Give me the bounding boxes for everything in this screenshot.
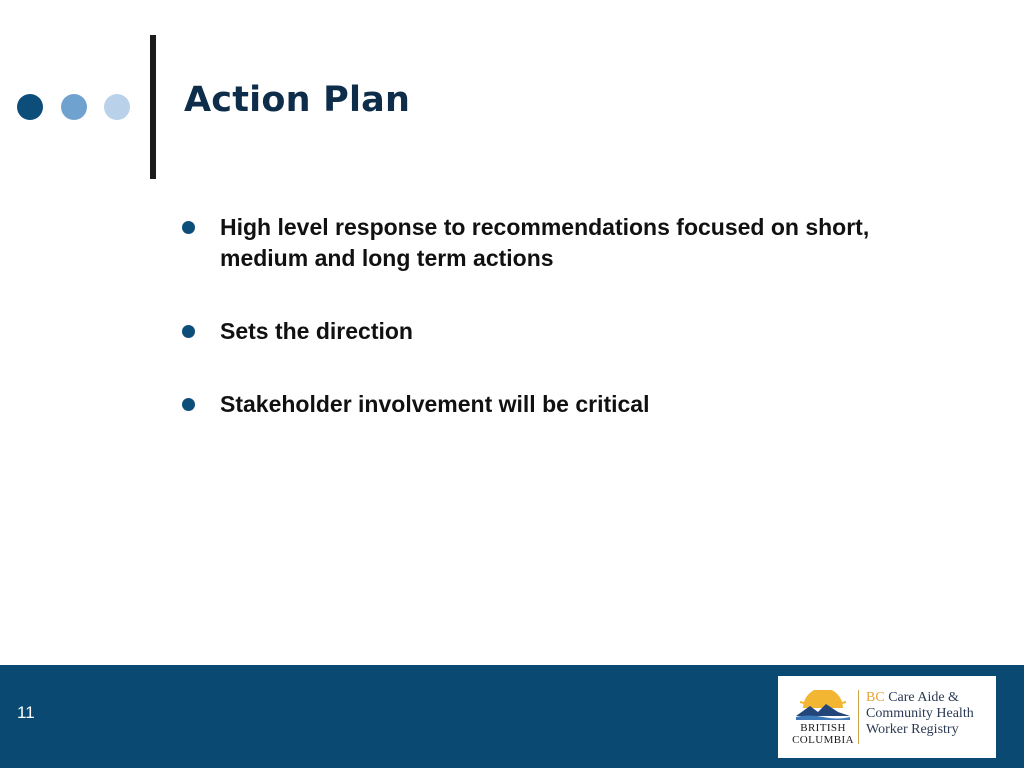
british-columbia-wordmark xyxy=(792,722,854,746)
page-number: 11 xyxy=(17,703,35,722)
bullet-list xyxy=(182,212,882,462)
bullet-item xyxy=(182,389,882,420)
bullet-dot-icon xyxy=(182,398,195,411)
registry-name xyxy=(866,690,974,738)
registry-line xyxy=(866,690,974,706)
bullet-text: High level response to recommendations focused on short, medium and long term actions xyxy=(220,214,870,271)
wordmark-line: COLUMBIA xyxy=(792,734,854,746)
dark-blue-dot-icon xyxy=(17,94,43,120)
bullet-item xyxy=(182,316,882,347)
bc-sun-mountain-icon xyxy=(792,690,854,722)
bullet-text: Sets the direction xyxy=(220,318,413,344)
registry-line-text: Care Aide & xyxy=(884,690,959,705)
registry-line: Worker Registry xyxy=(866,722,959,737)
mid-blue-dot-icon xyxy=(61,94,87,120)
registry-bc-text: BC xyxy=(866,690,885,705)
bullet-dot-icon xyxy=(182,325,195,338)
bullet-dot-icon xyxy=(182,221,195,234)
slide-title: Action Plan xyxy=(184,80,411,120)
title-divider-bar xyxy=(150,35,156,179)
logo-divider xyxy=(858,690,859,744)
registry-line: Community Health xyxy=(866,706,974,721)
bullet-text: Stakeholder involvement will be critical xyxy=(220,391,650,417)
registry-logo xyxy=(778,676,996,758)
light-blue-dot-icon xyxy=(104,94,130,120)
wordmark-line: BRITISH xyxy=(800,722,846,734)
bullet-item xyxy=(182,212,882,274)
